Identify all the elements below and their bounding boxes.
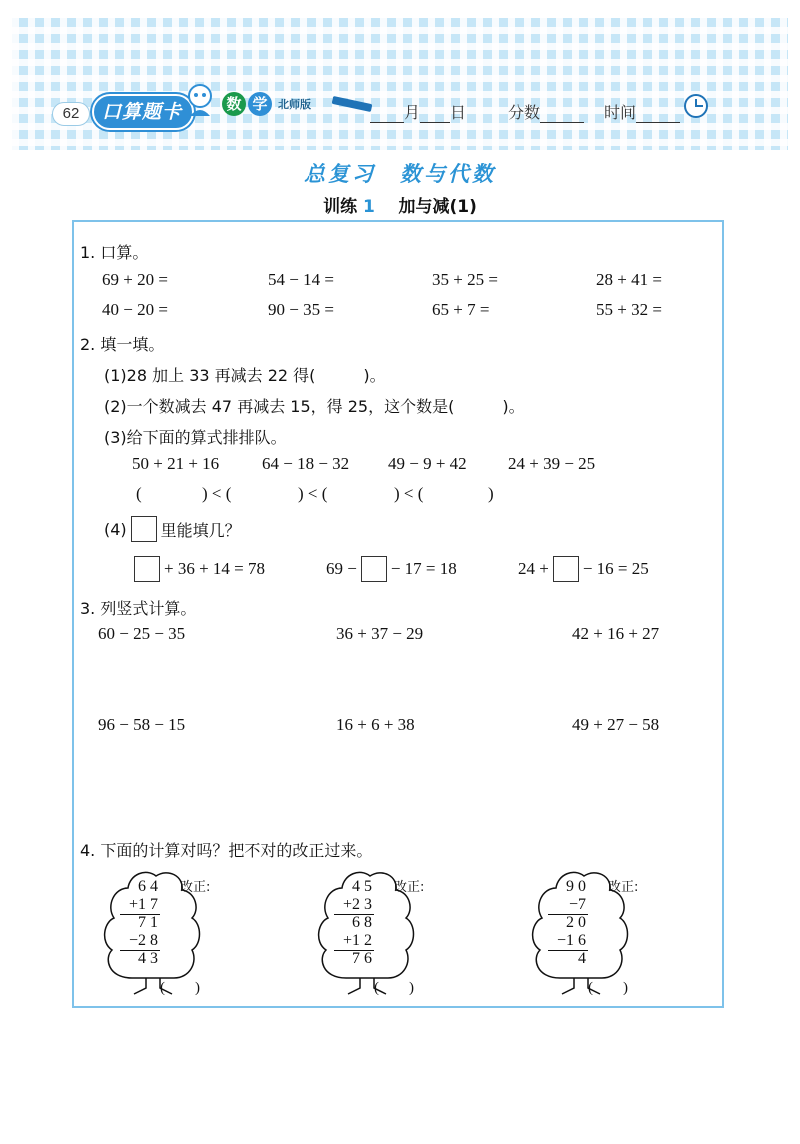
tree-line: 2 0 (566, 914, 586, 931)
month-label: 月 (404, 103, 421, 122)
q2-part2: (2)一个数减去 47 再减去 15，得 25，这个数是( )。 (104, 397, 525, 416)
tree-line: −1 6 (556, 932, 586, 949)
judge-paren[interactable]: ( ) (588, 980, 628, 996)
sort-expression: 64 − 18 − 32 (262, 454, 350, 473)
q2-part1: (1)28 加上 33 再减去 22 得( )。 (104, 366, 386, 385)
q2-part4-suffix: 里能填几？ (160, 520, 241, 540)
q1-item: 55 + 32 = (596, 300, 662, 319)
q4-title: 4. 下面的计算对吗？把不对的改正过来。 (80, 841, 373, 860)
q1-item: 65 + 7 = (432, 300, 490, 319)
tree-line: +1 7 (128, 896, 158, 913)
answer-box[interactable] (134, 556, 160, 582)
tree-line: 9 0 (566, 878, 586, 895)
q1-item: 28 + 41 = (596, 270, 662, 289)
lesson-name: 加与减(1) (398, 197, 477, 217)
tree-line: +1 2 (342, 932, 372, 949)
sort-slot[interactable]: ) < ( (298, 484, 328, 503)
subject-badge (222, 92, 311, 116)
judge-paren[interactable]: ( ) (374, 980, 414, 996)
section-title: 总复习 数与代数 (304, 162, 496, 186)
tree-line: 4 3 (138, 950, 158, 967)
q3-item: 96 − 58 − 15 (98, 715, 186, 734)
sort-expression: 24 + 39 − 25 (508, 454, 596, 473)
q2-part4-prefix: (4) (104, 519, 127, 539)
edition-label: 北师版 (278, 98, 311, 111)
answer-box[interactable] (553, 556, 579, 582)
q1-item: 90 − 35 = (268, 300, 334, 319)
sort-expression: 49 − 9 + 42 (388, 454, 467, 473)
score-label: 分数 (508, 103, 541, 122)
sort-slot[interactable]: ( (136, 484, 142, 503)
subject-char: 数 (222, 92, 246, 116)
time-label: 时间 (604, 103, 637, 122)
q1-item: 35 + 25 = (432, 270, 498, 289)
tree-line: 7 1 (138, 914, 158, 931)
score-field[interactable] (508, 100, 584, 123)
sort-expression: 50 + 21 + 16 (132, 454, 220, 473)
q3-item: 16 + 6 + 38 (336, 715, 415, 734)
tree-line: 6 4 (138, 878, 158, 895)
q1-item: 69 + 20 = (102, 270, 168, 289)
sort-slot[interactable]: ) (488, 484, 494, 503)
tree-line: −2 8 (128, 932, 158, 949)
tree-line: −7 (568, 896, 586, 913)
sort-slot[interactable]: ) < ( (394, 484, 424, 503)
fix-label: 改正: (608, 880, 639, 895)
q2-title: 2. 填一填。 (80, 335, 165, 354)
fill-expression (518, 556, 649, 582)
fill-after: − 16 = 25 (582, 559, 649, 578)
q3-item: 36 + 37 − 29 (336, 624, 424, 643)
page-number: 62 (52, 102, 90, 126)
fill-expression (326, 556, 457, 582)
clock-icon (684, 94, 708, 118)
lesson-title (0, 192, 800, 217)
q2-part4 (104, 516, 241, 542)
fix-label: 改正: (180, 880, 211, 895)
sort-slot[interactable]: ) < ( (202, 484, 232, 503)
time-field[interactable] (604, 100, 680, 123)
month-field[interactable] (370, 100, 466, 123)
tree-line: 6 8 (352, 914, 372, 931)
lesson-prefix: 训练 (323, 197, 358, 217)
fill-after: + 36 + 14 = 78 (164, 559, 266, 578)
answer-box[interactable] (131, 516, 157, 542)
answer-box[interactable] (361, 556, 387, 582)
q1-item: 54 − 14 = (268, 270, 334, 289)
day-label: 日 (450, 103, 467, 122)
fill-expression (134, 556, 265, 582)
fill-before: 69 − (326, 559, 357, 578)
q3-item: 49 + 27 − 58 (572, 715, 660, 734)
tree-line: 4 (578, 950, 586, 967)
fill-before: 24 + (518, 559, 549, 578)
q3-item: 60 − 25 − 35 (98, 624, 186, 643)
tree-line: 7 6 (352, 950, 372, 967)
mascot-icon (182, 82, 218, 122)
lesson-number: 1 (363, 197, 375, 217)
q2-part3: (3)给下面的算式排排队。 (104, 428, 287, 447)
fill-after: − 17 = 18 (390, 559, 457, 578)
q3-title: 3. 列竖式计算。 (80, 599, 197, 618)
judge-paren[interactable]: ( ) (160, 980, 200, 996)
q1-item: 40 − 20 = (102, 300, 168, 319)
fix-label: 改正: (394, 880, 425, 895)
subject-char: 学 (248, 92, 272, 116)
q1-title: 1. 口算。 (80, 243, 149, 262)
tree-line: +2 3 (342, 896, 372, 913)
book-logo: 口算题卡 (92, 94, 194, 130)
tree-line: 4 5 (352, 878, 372, 895)
q3-item: 42 + 16 + 27 (572, 624, 660, 643)
header-band (12, 18, 788, 150)
